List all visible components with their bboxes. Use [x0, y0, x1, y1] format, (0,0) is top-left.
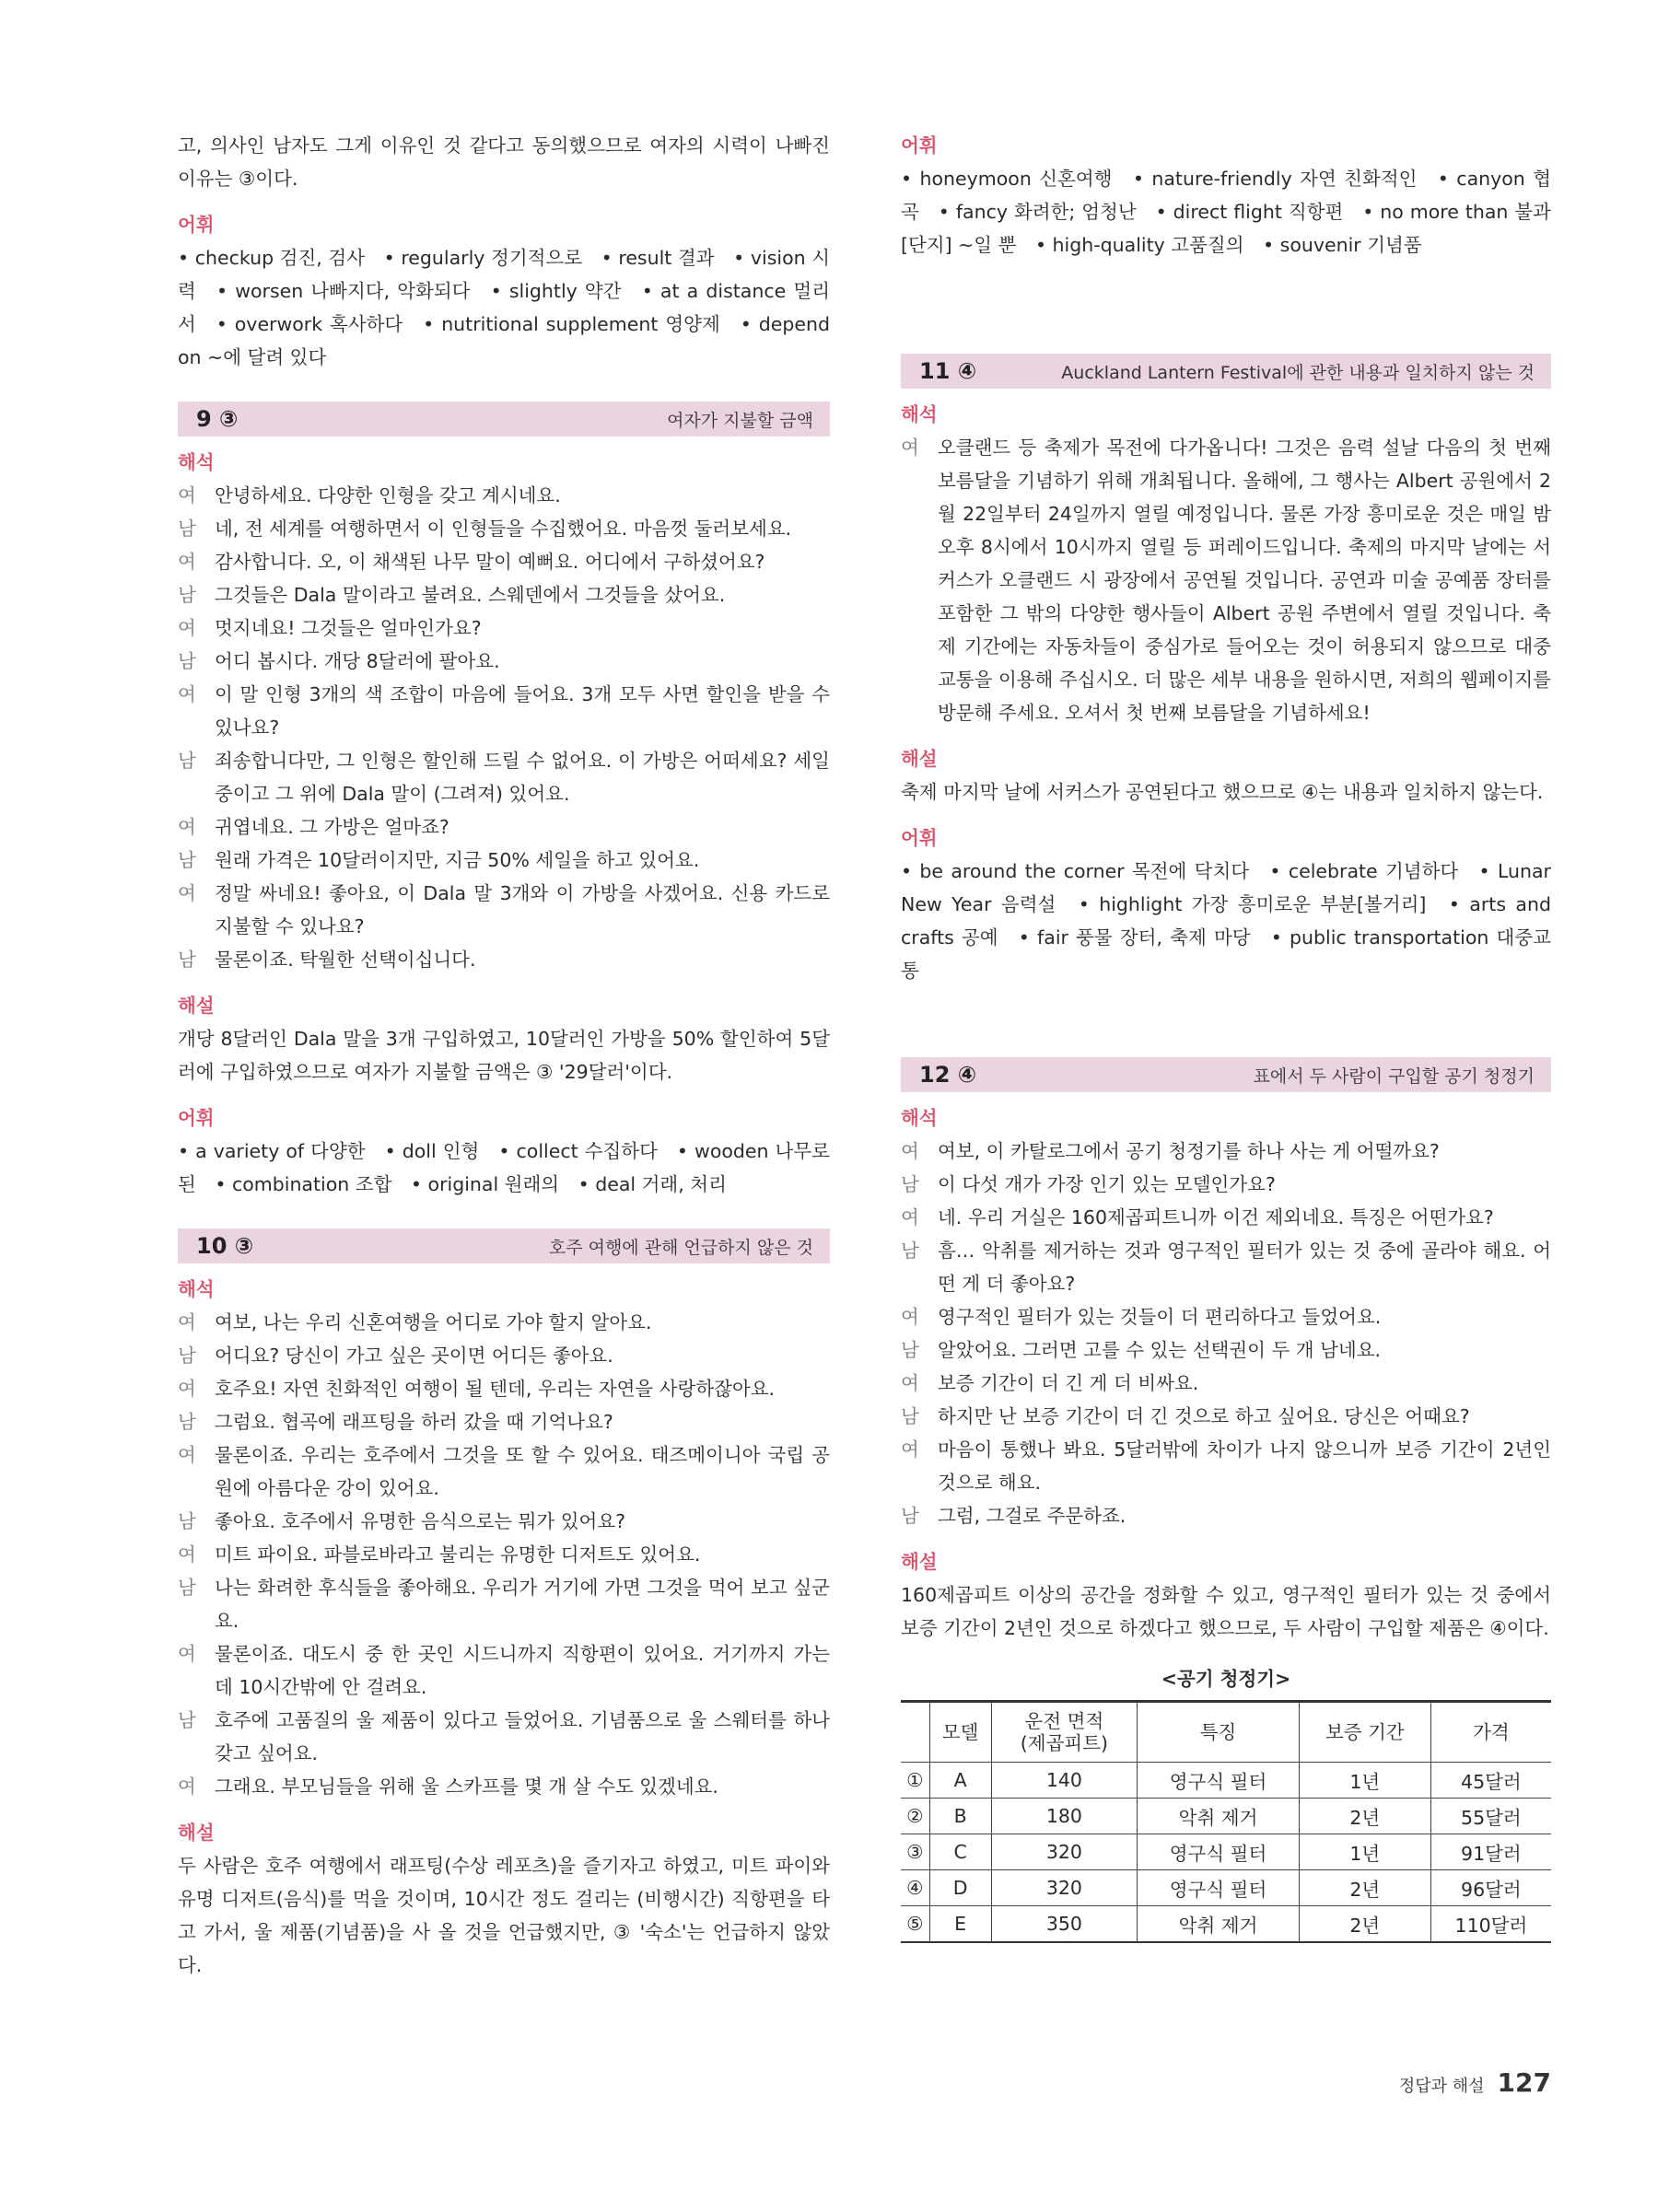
table-cell: ④ — [901, 1870, 929, 1906]
vocab-item: • slightly 약간 — [490, 280, 622, 302]
q9-header — [178, 402, 830, 437]
table-header-cell: 특징 — [1138, 1702, 1300, 1763]
line-text: 호주에 고품질의 울 제품이 있다고 들었어요. 기념품으로 울 스웨터를 하나 갖고 싶어요. — [215, 1709, 830, 1764]
line-text: 안녕하세요. 다양한 인형을 갖고 계시네요. — [215, 484, 561, 506]
q12-dialogue — [901, 1135, 1551, 1532]
dialogue-line — [178, 1339, 830, 1372]
line-text: 어디요? 당신이 가고 싶은 곳이면 어디든 좋아요. — [215, 1345, 613, 1367]
dialogue-line — [178, 744, 830, 810]
table-cell: 96달러 — [1430, 1870, 1551, 1906]
q11-script-label: 해석 — [901, 403, 938, 425]
table-row — [901, 1799, 1551, 1834]
line-text: 그럼요. 협곡에 래프팅을 하러 갔을 때 기억나요? — [215, 1411, 613, 1433]
speaker: 남 — [178, 1709, 196, 1731]
vocab-item: • no more than 불과[단지] ~일 뿐 — [901, 201, 1551, 256]
speaker: 여 — [178, 551, 196, 573]
vocab-item: • checkup 검진, 검사 — [178, 247, 366, 269]
speaker: 여 — [178, 617, 196, 639]
speaker: 여 — [901, 1206, 919, 1228]
vocab-item: • original 원래의 — [410, 1173, 560, 1195]
q10-topic: 호주 여행에 관해 언급하지 않은 것 — [548, 1237, 813, 1258]
vocab-item: • regularly 정기적으로 — [383, 247, 583, 269]
table-cell: C — [929, 1834, 991, 1870]
speaker: 남 — [178, 1345, 196, 1367]
line-text: 여보, 나는 우리 신혼여행을 어디로 가야 할지 알아요. — [215, 1311, 652, 1333]
vocab-item: • vision 시력 — [178, 247, 831, 302]
speaker: 남 — [178, 650, 196, 672]
dialogue-line — [178, 1505, 830, 1538]
dialogue-line — [178, 1770, 830, 1803]
dialogue-line — [178, 810, 830, 844]
vocab-item: • deal 거래, 처리 — [578, 1173, 727, 1195]
line-text: 정말 싸네요! 좋아요, 이 Dala 말 3개와 이 가방을 사겠어요. 신용 카드로 지불할 수 있나요? — [215, 882, 830, 937]
vocab-item: • souvenir 기념품 — [1263, 234, 1422, 256]
vocab-item: • fair 풍물 장터, 축제 마당 — [1018, 926, 1251, 949]
table-header-cell: 운전 면적 (제곱피트) — [991, 1702, 1138, 1763]
vocab-item: • highlight 가장 흥미로운 부분[볼거리] — [1078, 893, 1427, 915]
line-text: 죄송합니다만, 그 인형은 할인해 드릴 수 없어요. 이 가방은 어떠세요? 세일 중이고 그 위에 Dala 말이 (그려져) 있어요. — [215, 750, 830, 805]
table-row — [901, 1834, 1551, 1870]
footer-section: 정답과 해설 — [1398, 2077, 1485, 2096]
q11-explain: 축제 마지막 날에 서커스가 공연된다고 했으므로 ④는 내용과 일치하지 않는다. — [901, 781, 1544, 803]
table-cell: 320 — [991, 1870, 1138, 1906]
dialogue-line — [178, 943, 830, 976]
dialogue-line — [178, 578, 830, 611]
table-caption: <공기 청정기> — [1161, 1668, 1291, 1690]
vocab-item: • a variety of 다양한 — [178, 1140, 366, 1162]
q12-explain: 160제곱피트 이상의 공간을 정화할 수 있고, 영구적인 필터가 있는 것 중에서 보증 기간이 2년인 것으로 하겠다고 했으므로, 두 사람이 구입할 제품은 ④이다. — [901, 1584, 1551, 1639]
speaker: 여 — [178, 816, 196, 838]
table-cell: D — [929, 1870, 991, 1906]
table-cell: 110달러 — [1430, 1906, 1551, 1942]
dialogue-line — [901, 1234, 1551, 1300]
table-cell: ⑤ — [901, 1906, 929, 1942]
speaker: 남 — [178, 518, 196, 540]
speaker: 여 — [901, 1140, 919, 1162]
line-text: 마음이 통했나 봐요. 5달러밖에 차이가 나지 않으니까 보증 기간이 2년인 것으로 해요. — [938, 1438, 1551, 1494]
dialogue-line — [901, 1168, 1551, 1201]
speaker: 남 — [178, 949, 196, 971]
q10-number: 10 ③ — [196, 1233, 254, 1259]
speaker: 여 — [178, 1543, 196, 1566]
vocab-item: • collect 수집하다 — [498, 1140, 658, 1162]
vocab-item: • doll 인형 — [384, 1140, 480, 1162]
line-text: 좋아요. 호주에서 유명한 음식으로는 뭐가 있어요? — [215, 1510, 626, 1532]
table-cell: B — [929, 1799, 991, 1834]
speaker: 여 — [901, 1372, 919, 1394]
dialogue-line — [178, 678, 830, 744]
vocab-item: • combination 조합 — [215, 1173, 392, 1195]
vocab-item: • arts and crafts 공예 — [901, 893, 1551, 949]
table-cell: 악취 제거 — [1138, 1799, 1300, 1834]
vocab-item: • public transportation 대중교통 — [901, 926, 1551, 982]
dialogue-line — [901, 1333, 1551, 1367]
table-cell: 영구식 필터 — [1138, 1870, 1300, 1906]
speaker: 여 — [901, 1306, 919, 1328]
dialogue-line — [178, 611, 830, 645]
speaker: 남 — [178, 584, 196, 606]
table-cell: 55달러 — [1430, 1799, 1551, 1834]
dialogue-line — [178, 512, 830, 545]
table-cell: ③ — [901, 1834, 929, 1870]
dialogue-line — [178, 645, 830, 678]
q10-explain: 두 사람은 호주 여행에서 래프팅(수상 레포츠)을 즐기자고 하였고, 미트 파이와 유명 디저트(음식)를 먹을 것이며, 10시간 정도 걸리는 (비행시간) 직항편을 타고 가서, 울 제품(기념품)을 사 올 것을 언급했지만, ③ '숙소'는 언급하지 않았다. — [178, 1855, 830, 1976]
table-cell: 2년 — [1299, 1799, 1430, 1834]
table-header-cell — [901, 1702, 929, 1763]
dialogue-line — [901, 1135, 1551, 1168]
q10-script-label: 해석 — [178, 1278, 215, 1300]
q9-number: 9 ③ — [196, 406, 239, 432]
q10-vocab-label: 어휘 — [901, 134, 938, 157]
q12-topic: 표에서 두 사람이 구입할 공기 청정기 — [1253, 1065, 1535, 1087]
vocab-item: • high-quality 고품질의 — [1034, 234, 1244, 256]
q11-monologue — [901, 431, 1551, 729]
line-text: 영구적인 필터가 있는 것들이 더 편리하다고 들었어요. — [938, 1306, 1382, 1328]
line-text: 이 말 인형 3개의 색 조합이 마음에 들어요. 3개 모두 사면 할인을 받을 수 있나요? — [215, 683, 830, 739]
vocab-item: • result 결과 — [601, 247, 715, 269]
table-cell: 2년 — [1299, 1906, 1430, 1942]
dialogue-line — [901, 1499, 1551, 1532]
speaker: 남 — [178, 1411, 196, 1433]
line-text: 물론이죠. 탁월한 선택이십니다. — [215, 949, 476, 971]
q9-topic: 여자가 지불할 금액 — [667, 410, 813, 431]
table-cell: 1년 — [1299, 1763, 1430, 1799]
q12-script-label: 해석 — [901, 1107, 938, 1129]
vocab-item: • overwork 혹사하다 — [216, 313, 403, 335]
q11-explain-label: 해설 — [901, 748, 938, 770]
speaker: 남 — [901, 1405, 919, 1427]
table-cell: ① — [901, 1763, 929, 1799]
speaker: 여 — [178, 1643, 196, 1665]
line-text: 하지만 난 보증 기간이 더 긴 것으로 하고 싶어요. 당신은 어때요? — [938, 1405, 1470, 1427]
intro-vocab-label: 어휘 — [178, 214, 215, 236]
q9-explain-label: 해설 — [178, 995, 215, 1017]
q10-dialogue — [178, 1306, 830, 1803]
dialogue-line — [901, 1400, 1551, 1433]
line-text: 이 다섯 개가 가장 인기 있는 모델인가요? — [938, 1173, 1276, 1195]
vocab-item: • celebrate 기념하다 — [1269, 860, 1459, 882]
line-text: 감사합니다. 오, 이 채색된 나무 말이 예뻐요. 어디에서 구하셨어요? — [215, 551, 765, 573]
page-number: 127 — [1497, 2067, 1551, 2098]
q11-vocab-label: 어휘 — [901, 827, 938, 849]
dialogue-line — [178, 1405, 830, 1438]
vocab-item: • at a distance 멀리서 — [178, 280, 830, 335]
line-text: 물론이죠. 우리는 호주에서 그것을 또 할 수 있어요. 태즈메이니아 국립 공원에 아름다운 강이 있어요. — [215, 1444, 830, 1499]
line-text: 어디 봅시다. 개당 8달러에 팔아요. — [215, 650, 500, 672]
speaker: 여 — [901, 1438, 919, 1461]
table-row — [901, 1906, 1551, 1942]
q11-monologue-text: 오클랜드 등 축제가 목전에 다가옵니다! 그것은 음력 설날 다음의 첫 번째 보름달을 기념하기 위해 개최됩니다. 올해에, 그 행사는 Albert 공원에서 2월 22일부터 24일까지 열릴 예정입니다. 물론 가장 흥미로운 것은 매일 밤 오후 8시에서 10시까지 열릴 등 퍼레이드입니다. 축제의 마지막 날에는 서커스가 오클랜드 시 광장에서 공연될 것입니다. 공연과 미술 공예품 장터를 포함한 그 밖의 다양한 행사들이 Albert 공원 주변에서 열릴 것입니다. 축제 기간에는 자동차들이 중심가로 들어오는 것이 허용되지 않으므로 대중교통을 이용해 주십시오. 더 많은 세부 내용을 원하시면, 저희의 웹페이지를 방문해 주세요. 오셔서 첫 번째 보름달을 기념하세요! — [938, 437, 1551, 724]
q11-vocab-list — [901, 855, 1551, 987]
dialogue-line — [178, 479, 830, 512]
speaker: 남 — [178, 849, 196, 871]
line-text: 멋지네요! 그것들은 얼마인가요? — [215, 617, 482, 639]
table-cell: 320 — [991, 1834, 1138, 1870]
line-text: 호주요! 자연 친화적인 여행이 될 텐데, 우리는 자연을 사랑하잖아요. — [215, 1378, 776, 1400]
line-text: 네. 우리 거실은 160제곱피트니까 이건 제외네요. 특징은 어떤가요? — [938, 1206, 1494, 1228]
dialogue-line — [178, 1704, 830, 1770]
line-text: 알았어요. 그러면 고를 수 있는 선택권이 두 개 남네요. — [938, 1339, 1382, 1361]
intro-vocab-list — [178, 241, 830, 374]
q12-header — [901, 1057, 1551, 1092]
table-cell: 악취 제거 — [1138, 1906, 1300, 1942]
line-text: 흠… 악취를 제거하는 것과 영구적인 필터가 있는 것 중에 골라야 해요. 어떤 게 더 좋아요? — [938, 1240, 1551, 1295]
intro-text: 고, 의사인 남자도 그게 이유인 것 같다고 동의했으므로 여자의 시력이 나빠진 이유는 ③이다. — [178, 134, 830, 190]
dialogue-line — [178, 1538, 830, 1571]
q11-number: 11 ④ — [919, 358, 977, 384]
dialogue-line — [901, 1201, 1551, 1234]
q11-topic: Auckland Lantern Festival에 관한 내용과 일치하지 않는 것 — [1061, 362, 1535, 383]
q12-explain-label: 해설 — [901, 1551, 938, 1573]
speaker: 여 — [178, 1775, 196, 1798]
vocab-item: • worsen 나빠지다, 악화되다 — [216, 280, 471, 302]
speaker: 여 — [901, 437, 919, 459]
table-cell: 2년 — [1299, 1870, 1430, 1906]
speaker: 여 — [178, 882, 196, 904]
table-cell: 140 — [991, 1763, 1138, 1799]
speaker: 여 — [178, 1444, 196, 1466]
table-header-cell: 가격 — [1430, 1702, 1551, 1763]
dialogue-line — [178, 1306, 830, 1339]
q11-header — [901, 354, 1551, 389]
table-cell: E — [929, 1906, 991, 1942]
q9-dialogue — [178, 479, 830, 976]
vocab-item: • fancy 화려한; 엄청난 — [938, 201, 1137, 223]
line-text: 그것들은 Dala 말이라고 불려요. 스웨덴에서 그것들을 샀어요. — [215, 584, 726, 606]
table-cell: 45달러 — [1430, 1763, 1551, 1799]
speaker: 여 — [178, 484, 196, 506]
line-text: 물론이죠. 대도시 중 한 곳인 시드니까지 직항편이 있어요. 거기까지 가는 데 10시간밖에 안 걸려요. — [215, 1643, 830, 1698]
speaker: 남 — [178, 1510, 196, 1532]
vocab-item: • wooden 나무로 된 — [178, 1140, 830, 1195]
q9-script-label: 해석 — [178, 451, 215, 473]
page-footer — [1399, 2067, 1551, 2098]
speaker: 여 — [178, 1311, 196, 1333]
speaker: 남 — [901, 1173, 919, 1195]
dialogue-line — [178, 1571, 830, 1637]
dialogue-line — [178, 1637, 830, 1704]
table-header-cell: 모델 — [929, 1702, 991, 1763]
table-cell: 350 — [991, 1906, 1138, 1942]
air-purifier-table — [901, 1700, 1551, 1943]
speaker: 남 — [901, 1339, 919, 1361]
table-cell: 180 — [991, 1799, 1138, 1834]
vocab-item: • Lunar New Year 음력설 — [901, 860, 1551, 915]
dialogue-line — [178, 844, 830, 877]
q10-explain-label: 해설 — [178, 1822, 215, 1844]
dialogue-line — [178, 1372, 830, 1405]
line-text: 귀엽네요. 그 가방은 얼마죠? — [215, 816, 449, 838]
vocab-item: • direct flight 직항편 — [1155, 201, 1344, 223]
dialogue-line — [901, 1367, 1551, 1400]
table-cell: 1년 — [1299, 1834, 1430, 1870]
dialogue-line — [178, 545, 830, 578]
vocab-item: • be around the corner 목전에 닥치다 — [901, 860, 1250, 882]
line-text: 미트 파이요. 파블로바라고 불리는 유명한 디저트도 있어요. — [215, 1543, 701, 1566]
q9-vocab-label: 어휘 — [178, 1107, 215, 1129]
vocab-item: • honeymoon 신혼여행 — [901, 168, 1113, 190]
table-header-cell: 보증 기간 — [1299, 1702, 1430, 1763]
table-row — [901, 1763, 1551, 1799]
line-text: 나는 화려한 후식들을 좋아해요. 우리가 거기에 가면 그것을 먹어 보고 싶군요. — [215, 1577, 830, 1632]
vocab-item: • depend on ~에 달려 있다 — [178, 313, 830, 368]
q12-number: 12 ④ — [919, 1062, 977, 1088]
line-text: 보증 기간이 더 긴 게 더 비싸요. — [938, 1372, 1199, 1394]
line-text: 그래요. 부모님들을 위해 울 스카프를 몇 개 살 수도 있겠네요. — [215, 1775, 718, 1798]
table-cell: 영구식 필터 — [1138, 1763, 1300, 1799]
left-column — [178, 129, 830, 1982]
right-column — [901, 129, 1551, 1943]
speaker: 남 — [178, 750, 196, 772]
line-text: 원래 가격은 10달러이지만, 지금 50% 세일을 하고 있어요. — [215, 849, 700, 871]
table-cell: 영구식 필터 — [1138, 1834, 1300, 1870]
vocab-item: • nature-friendly 자연 친화적인 — [1132, 168, 1418, 190]
speaker: 남 — [178, 1577, 196, 1599]
dialogue-line — [178, 877, 830, 943]
speaker: 여 — [178, 683, 196, 705]
q9-vocab-list — [178, 1135, 830, 1201]
line-text: 여보, 이 카탈로그에서 공기 청정기를 하나 사는 게 어떨까요? — [938, 1140, 1440, 1162]
line-text: 그럼, 그걸로 주문하죠. — [938, 1505, 1126, 1527]
q10-vocab-list — [901, 162, 1551, 262]
dialogue-line — [901, 1300, 1551, 1333]
table-cell: ② — [901, 1799, 929, 1834]
speaker: 여 — [178, 1378, 196, 1400]
line-text: 네, 전 세계를 여행하면서 이 인형들을 수집했어요. 마음껏 둘러보세요. — [215, 518, 792, 540]
q10-header — [178, 1228, 830, 1263]
table-row — [901, 1870, 1551, 1906]
dialogue-line — [178, 1438, 830, 1505]
vocab-item: • canyon 협곡 — [901, 168, 1552, 223]
q9-explain: 개당 8달러인 Dala 말을 3개 구입하였고, 10달러인 가방을 50% 할인하여 5달러에 구입하였으므로 여자가 지불할 금액은 ③ '29달러'이다. — [178, 1028, 830, 1083]
table-cell: 91달러 — [1430, 1834, 1551, 1870]
speaker: 남 — [901, 1505, 919, 1527]
table-cell: A — [929, 1763, 991, 1799]
dialogue-line — [901, 1433, 1551, 1499]
vocab-item: • nutritional supplement 영양제 — [423, 313, 720, 335]
speaker: 남 — [901, 1240, 919, 1262]
